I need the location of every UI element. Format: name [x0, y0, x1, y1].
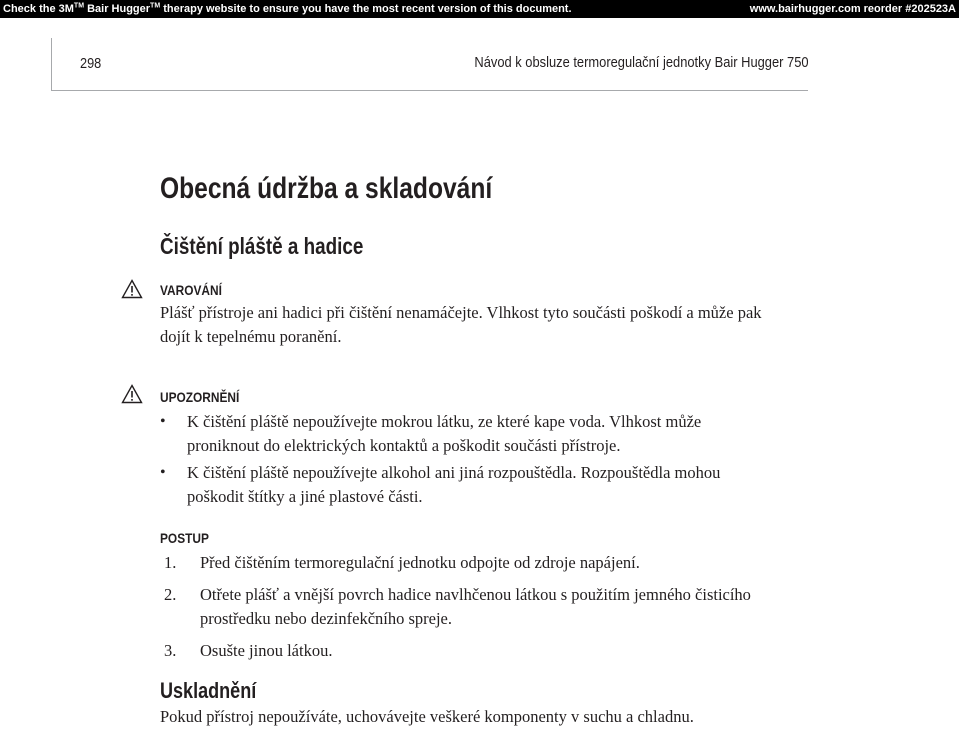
step-2-text-line-2: prostředku nebo dezinfekčního spreje. [200, 609, 452, 628]
warning-triangle-icon [121, 279, 143, 299]
section-title: Obecná údržba a skladování [160, 172, 493, 205]
caution-item-2-line-2: poškodit štítky a jiné plastové části. [187, 487, 423, 506]
step-1-text: Před čištěním termoregulační jednotku odpojte od zdroje napájení. [200, 553, 640, 572]
subsection-title: Čištění pláště a hadice [160, 233, 364, 259]
bullet-marker: • [160, 464, 166, 481]
version-notice: Check the 3M™ Bair Hugger™ therapy website to ensure you have the most recent version of this document. [3, 2, 572, 15]
step-3-text: Osušte jinou látkou. [200, 641, 333, 660]
warning-label: VAROVÁNÍ [160, 282, 222, 298]
storage-text: Pokud přístroj nepoužíváte, uchovávejte veškeré komponenty v suchu a chladnu. [160, 707, 694, 726]
procedure-label: POSTUP [160, 530, 209, 546]
step-2-text-line-1: Otřete plášť a vnější povrch hadice navlhčenou látkou s použitím jemného čisticího [200, 585, 751, 604]
top-notice-bar [0, 0, 959, 18]
warning-text-line-2: dojít k tepelnému poranění. [160, 327, 342, 346]
caution-label: UPOZORNĚNÍ [160, 389, 240, 405]
step-number: 3. [164, 641, 177, 660]
reorder-link[interactable]: www.bairhugger.com reorder #202523A [749, 3, 956, 15]
storage-title: Uskladnění [160, 678, 257, 703]
page-number: 298 [80, 55, 102, 72]
caution-item-1-line-1: K čištění pláště nepoužívejte mokrou látku, ze které kape voda. Vlhkost může [187, 412, 702, 431]
running-header-title: Návod k obsluze termoregulační jednotky Bair Hugger 750 [474, 54, 809, 71]
step-number: 1. [164, 553, 177, 572]
caution-triangle-icon [121, 384, 143, 404]
bullet-marker: • [160, 413, 166, 430]
caution-item-2-line-1: K čištění pláště nepoužívejte alkohol ani jiná rozpouštědla. Rozpouštědla mohou [187, 463, 721, 482]
warning-text-line-1: Plášť přístroje ani hadici při čištění nenamáčejte. Vlhkost tyto součásti poškodí a může pak [160, 303, 762, 322]
caution-item-1-line-2: proniknout do elektrických kontaktů a poškodit součásti přístroje. [187, 436, 621, 455]
header-rule [137, 90, 808, 91]
step-number: 2. [164, 585, 177, 604]
